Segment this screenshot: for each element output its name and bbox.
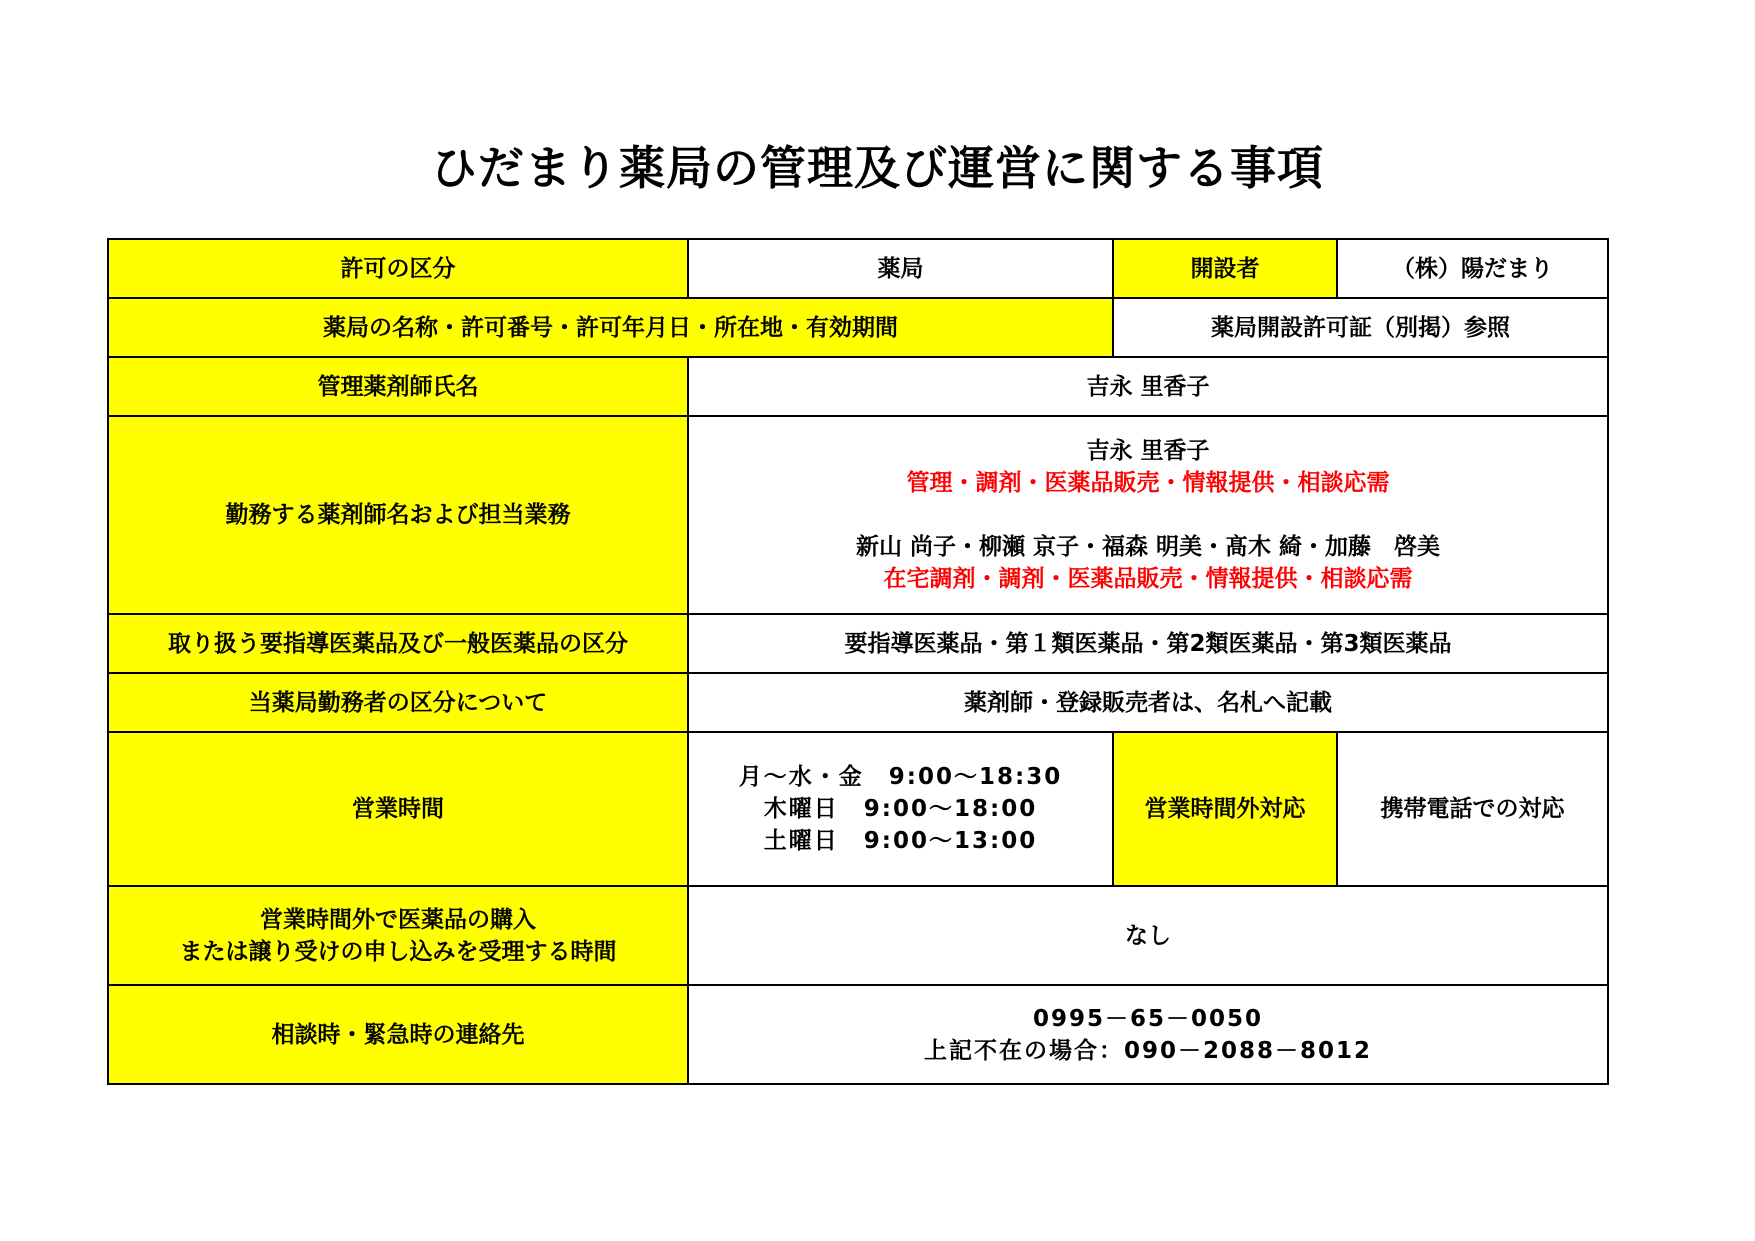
pharmacist-group1-duties: 管理・調剤・医薬品販売・情報提供・相談応需 [906,470,1390,496]
label-line: 営業時間外で医薬品の購入 [260,906,536,933]
hours-line: 月～水・金 9:00～18:30 [738,764,1063,790]
contact-phone: 0995－65－0050 [1032,1005,1264,1032]
page-title: ひだまり薬局の管理及び運営に関する事項 [431,141,1324,195]
manager-label: 管理薬剤師氏名 [108,357,688,416]
table-row [108,239,1608,298]
after-hours-value: 携帯電話での対応 [1337,732,1608,886]
after-hours-purchase-label [108,886,688,985]
founder-value: （株）陽だまり [1337,239,1608,298]
drug-categories-value: 要指導医薬品・第１類医薬品・第2類医薬品・第3類医薬品 [688,614,1608,673]
table-row [108,886,1608,985]
pharmacists-label: 勤務する薬剤師名および担当業務 [108,416,688,614]
table-row [108,985,1608,1084]
pharmacist-group2-duties: 在宅調剤・調剤・医薬品販売・情報提供・相談応需 [883,566,1413,592]
permit-category-value: 薬局 [688,239,1113,298]
pharmacist-group1-names: 吉永 里香子 [1086,438,1210,464]
pharmacists-value [688,416,1608,614]
table-row [108,416,1608,614]
info-table [107,238,1609,1085]
contact-alt-phone: 上記不在の場合：090－2088－8012 [923,1037,1373,1064]
staff-category-label: 当薬局勤務者の区分について [108,673,688,732]
contact-label: 相談時・緊急時の連絡先 [108,985,688,1084]
table-row [108,614,1608,673]
table-row [108,357,1608,416]
hours-line: 土曜日 9:00～13:00 [763,828,1038,854]
table-row [108,298,1608,357]
table-row [108,673,1608,732]
manager-value: 吉永 里香子 [688,357,1608,416]
staff-category-value: 薬剤師・登録販売者は、名札へ記載 [688,673,1608,732]
pharmacy-info-label: 薬局の名称・許可番号・許可年月日・所在地・有効期間 [108,298,1113,357]
permit-category-label: 許可の区分 [108,239,688,298]
spacer [691,499,1605,531]
after-hours-purchase-value: なし [688,886,1608,985]
contact-value [688,985,1608,1084]
pharmacy-info-value: 薬局開設許可証（別掲）参照 [1113,298,1608,357]
hours-value [688,732,1113,886]
hours-label: 営業時間 [108,732,688,886]
hours-line: 木曜日 9:00～18:00 [763,796,1038,822]
table-row [108,732,1608,886]
label-line: または譲り受けの申し込みを受理する時間 [179,938,617,965]
founder-label: 開設者 [1113,239,1337,298]
drug-categories-label: 取り扱う要指導医薬品及び一般医薬品の区分 [108,614,688,673]
pharmacist-group2-names: 新山 尚子・柳瀬 京子・福森 明美・髙木 綺・加藤 啓美 [855,534,1441,560]
after-hours-label: 営業時間外対応 [1113,732,1337,886]
